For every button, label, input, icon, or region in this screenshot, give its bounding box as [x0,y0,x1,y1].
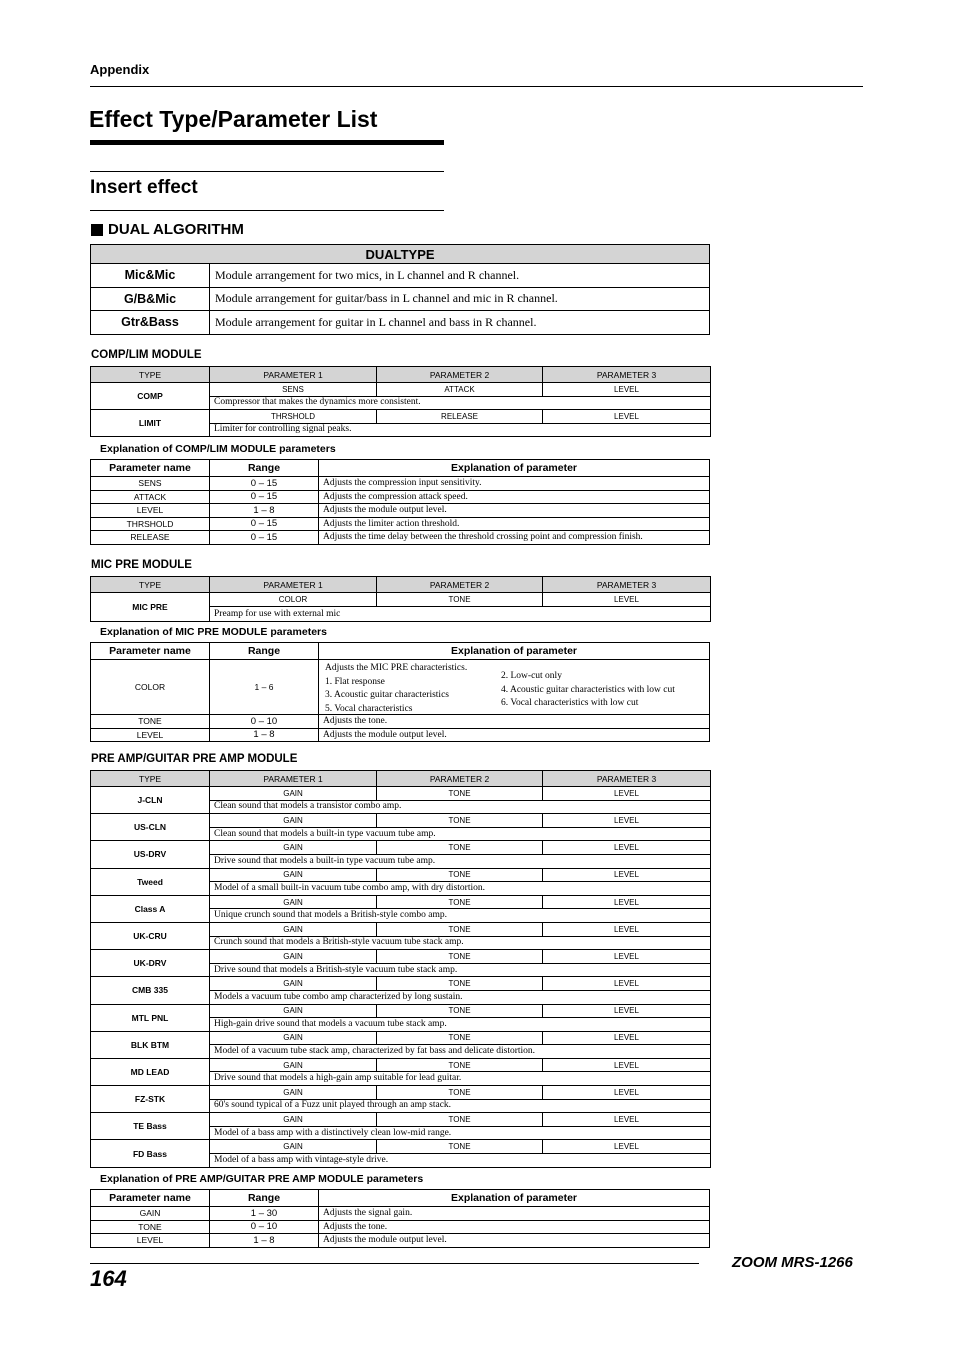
param-1: GAIN [210,1031,377,1045]
type-desc: Clean sound that models a transistor combo amp. [210,800,711,814]
comp-type-table [90,366,711,437]
param-1: GAIN [210,787,377,801]
column-header: Parameter name [91,643,210,660]
param-2: ATTACK [377,383,543,397]
param-range: 0 – 10 [210,1220,319,1234]
param-2: TONE [377,1113,543,1127]
column-header: Range [210,460,319,477]
column-header: PARAMETER 1 [210,771,377,787]
dualtype-desc: Module arrangement for guitar/bass in L channel and mic in R channel. [210,287,710,311]
param-1: GAIN [210,895,377,909]
page-title: Effect Type/Parameter List [89,106,378,132]
column-header: PARAMETER 2 [377,771,543,787]
column-header: PARAMETER 1 [210,577,377,593]
param-3: LEVEL [543,1004,711,1018]
type-name: J-CLN [91,787,210,814]
param-explanation: Adjusts the module output level. [319,728,710,742]
preamp-type-table [90,770,711,1168]
table-row [91,1140,711,1154]
type-name: BLK BTM [91,1031,210,1058]
param-2: TONE [377,1058,543,1072]
table-row [91,1220,710,1234]
table-row [91,1058,711,1072]
param-3: LEVEL [543,1058,711,1072]
column-header: PARAMETER 3 [543,577,711,593]
param-1: GAIN [210,868,377,882]
type-desc: Clean sound that models a built-in type vacuum tube amp. [210,827,711,841]
param-2: TONE [377,977,543,991]
param-explanation: Adjusts the module output level. [319,1234,710,1248]
product-name: ZOOM MRS-1266 [732,1254,853,1271]
comp-param-table [90,459,710,545]
param-1: GAIN [210,922,377,936]
color-option: 4. Acoustic guitar characteristics with low cut [501,684,675,695]
param-3: LEVEL [543,868,711,882]
param-1: GAIN [210,977,377,991]
column-header: Range [210,643,319,660]
param-name: TONE [91,715,210,729]
param-range: 1 – 8 [210,504,319,518]
table-row [91,715,710,729]
dualtype-name: Gtr&Bass [91,311,210,335]
param-3: LEVEL [543,841,711,855]
param-2: TONE [377,814,543,828]
type-name: MD LEAD [91,1058,210,1085]
param-1: GAIN [210,1086,377,1100]
param-range: 0 – 10 [210,715,319,729]
color-explanation [319,660,710,715]
table-row [91,868,711,882]
column-header: PARAMETER 3 [543,771,711,787]
table-row [91,814,711,828]
param-name: GAIN [91,1207,210,1221]
param-name: TONE [91,1220,210,1234]
param-name: LEVEL [91,504,210,518]
param-range: 0 – 15 [210,477,319,491]
type-name: US-DRV [91,841,210,868]
param-2: TONE [377,950,543,964]
param-3: LEVEL [543,922,711,936]
color-option: 3. Acoustic guitar characteristics [325,690,449,700]
param-1: GAIN [210,841,377,855]
param-1: GAIN [210,1113,377,1127]
column-header: PARAMETER 3 [543,367,711,383]
type-name: CMB 335 [91,977,210,1004]
type-name: COMP [91,383,210,410]
type-name: FZ-STK [91,1086,210,1113]
type-name: MIC PRE [91,593,210,622]
table-row [91,264,710,288]
param-3: LEVEL [543,410,711,424]
type-desc: Preamp for use with external mic [210,607,711,622]
param-3: LEVEL [543,895,711,909]
column-header: TYPE [91,577,210,593]
type-desc: High-gain drive sound that models a vacuum tube stack amp. [210,1018,711,1032]
param-explanation: Adjusts the compression input sensitivity. [319,477,710,491]
type-desc: Limiter for controlling signal peaks. [210,423,711,437]
param-explanation: Adjusts the module output level. [319,504,710,518]
dualtype-title: DUALTYPE [91,245,710,264]
header-rule [90,86,863,87]
section-subtitle: Insert effect [90,177,198,198]
param-name: COLOR [91,660,210,715]
param-2: TONE [377,895,543,909]
table-row [91,950,711,964]
type-desc: Models a vacuum tube combo amp characterized by long sustain. [210,990,711,1004]
param-explanation: Adjusts the compression attack speed. [319,490,710,504]
type-desc: Drive sound that models a built-in type vacuum tube amp. [210,854,711,868]
table-row [91,787,711,801]
table-row [91,383,711,397]
column-header: Explanation of parameter [319,1190,710,1207]
dualtype-desc: Module arrangement for two mics, in L channel and R channel. [210,264,710,288]
color-option: 5. Vocal characteristics [325,703,413,714]
color-option: 1. Flat response [325,676,385,687]
param-explanation: Adjusts the limiter action threshold. [319,517,710,531]
param-2: TONE [377,1004,543,1018]
param-explanation: Adjusts the tone. [319,1220,710,1234]
column-header: Explanation of parameter [319,643,710,660]
param-2: TONE [377,787,543,801]
comp-expl-title: Explanation of COMP/LIM MODULE parameters [100,443,336,455]
type-name: UK-CRU [91,922,210,949]
column-header: Range [210,1190,319,1207]
table-row [91,977,711,991]
param-explanation: Adjusts the time delay between the threshold crossing point and compression finish. [319,531,710,545]
param-3: LEVEL [543,1086,711,1100]
type-desc: Model of a bass amp with a distinctively clean low-mid range. [210,1126,711,1140]
param-range: 1 – 6 [210,660,319,715]
column-header: Parameter name [91,1190,210,1207]
param-2: RELEASE [377,410,543,424]
param-3: LEVEL [543,383,711,397]
type-desc: Unique crunch sound that models a British-style combo amp. [210,909,711,923]
param-range: 0 – 15 [210,531,319,545]
table-row [91,922,711,936]
subtitle-rule-top [90,171,444,172]
color-intro: Adjusts the MIC PRE characteristics. [325,663,468,673]
param-1: GAIN [210,950,377,964]
param-2: TONE [377,1140,543,1154]
type-desc: Compressor that makes the dynamics more consistent. [210,396,711,410]
section-header: Appendix [90,62,150,77]
type-name: UK-DRV [91,950,210,977]
param-name: LEVEL [91,1234,210,1248]
param-range: 0 – 15 [210,490,319,504]
table-row [91,1004,711,1018]
param-1: GAIN [210,1058,377,1072]
param-name: RELEASE [91,531,210,545]
dualtype-table [90,244,710,335]
table-row [91,841,711,855]
table-row [91,660,710,715]
param-1: COLOR [210,593,377,607]
table-row [91,895,711,909]
param-name: THRSHOLD [91,517,210,531]
type-name: FD Bass [91,1140,210,1167]
dual-heading: DUAL ALGORITHM [108,221,244,238]
dualtype-name: G/B&Mic [91,287,210,311]
param-3: LEVEL [543,593,711,607]
table-row [91,410,711,424]
mic-expl-title: Explanation of MIC PRE MODULE parameters [100,626,327,638]
param-3: LEVEL [543,977,711,991]
table-row [91,490,710,504]
param-range: 1 – 30 [210,1207,319,1221]
param-1: THRSHOLD [210,410,377,424]
table-row [91,593,711,607]
table-row [91,477,710,491]
param-1: GAIN [210,1004,377,1018]
param-1: GAIN [210,1140,377,1154]
mic-title: MIC PRE MODULE [91,559,192,571]
param-explanation: Adjusts the tone. [319,715,710,729]
param-range: 0 – 15 [210,517,319,531]
param-2: TONE [377,841,543,855]
preamp-expl-title: Explanation of PRE AMP/GUITAR PRE AMP MODULE parameters [100,1173,424,1185]
preamp-title: PRE AMP/GUITAR PRE AMP MODULE [91,753,298,765]
preamp-param-table [90,1189,710,1248]
table-row [91,517,710,531]
param-3: LEVEL [543,787,711,801]
title-rule [90,140,444,145]
footer-rule [90,1263,699,1264]
type-name: Class A [91,895,210,922]
table-row [91,1113,711,1127]
column-header: TYPE [91,771,210,787]
type-desc: Crunch sound that models a British-style vacuum tube stack amp. [210,936,711,950]
param-name: SENS [91,477,210,491]
color-option: 6. Vocal characteristics with low cut [501,698,639,708]
param-explanation: Adjusts the signal gain. [319,1207,710,1221]
column-header: PARAMETER 1 [210,367,377,383]
type-name: MTL PNL [91,1004,210,1031]
color-option: 2. Low-cut only [501,671,562,681]
comp-title: COMP/LIM MODULE [91,349,202,361]
table-row [91,311,710,335]
dualtype-desc: Module arrangement for guitar in L channel and bass in R channel. [210,311,710,335]
type-desc: Drive sound that models a British-style vacuum tube stack amp. [210,963,711,977]
dualtype-name: Mic&Mic [91,264,210,288]
page-number: 164 [90,1266,127,1291]
type-desc: Model of a bass amp with vintage-style drive. [210,1154,711,1168]
param-3: LEVEL [543,1140,711,1154]
type-name: LIMIT [91,410,210,437]
param-1: SENS [210,383,377,397]
square-bullet-icon [91,224,103,236]
table-row [91,1234,710,1248]
type-name: US-CLN [91,814,210,841]
table-row [91,1086,711,1100]
param-2: TONE [377,1031,543,1045]
param-3: LEVEL [543,950,711,964]
table-row [91,504,710,518]
param-range: 1 – 8 [210,728,319,742]
param-range: 1 – 8 [210,1234,319,1248]
mic-param-table [90,642,710,742]
param-2: TONE [377,593,543,607]
type-desc: 60's sound typical of a Fuzz unit played through an amp stack. [210,1099,711,1113]
column-header: Parameter name [91,460,210,477]
param-2: TONE [377,922,543,936]
column-header: PARAMETER 2 [377,367,543,383]
column-header: Explanation of parameter [319,460,710,477]
param-name: ATTACK [91,490,210,504]
type-desc: Drive sound that models a high-gain amp suitable for lead guitar. [210,1072,711,1086]
param-2: TONE [377,1086,543,1100]
param-1: GAIN [210,814,377,828]
type-name: TE Bass [91,1113,210,1140]
table-row [91,1207,710,1221]
param-3: LEVEL [543,814,711,828]
mic-type-table [90,576,711,622]
table-row [91,728,710,742]
subtitle-rule-bottom [90,210,444,211]
param-name: LEVEL [91,728,210,742]
table-row [91,531,710,545]
param-3: LEVEL [543,1031,711,1045]
param-2: TONE [377,868,543,882]
param-3: LEVEL [543,1113,711,1127]
type-desc: Model of a vacuum tube stack amp, characterized by fat bass and delicate distortion. [210,1045,711,1059]
table-row [91,1031,711,1045]
type-desc: Model of a small built-in vacuum tube combo amp, with dry distortion. [210,882,711,896]
table-row [91,287,710,311]
column-header: PARAMETER 2 [377,577,543,593]
column-header: TYPE [91,367,210,383]
type-name: Tweed [91,868,210,895]
